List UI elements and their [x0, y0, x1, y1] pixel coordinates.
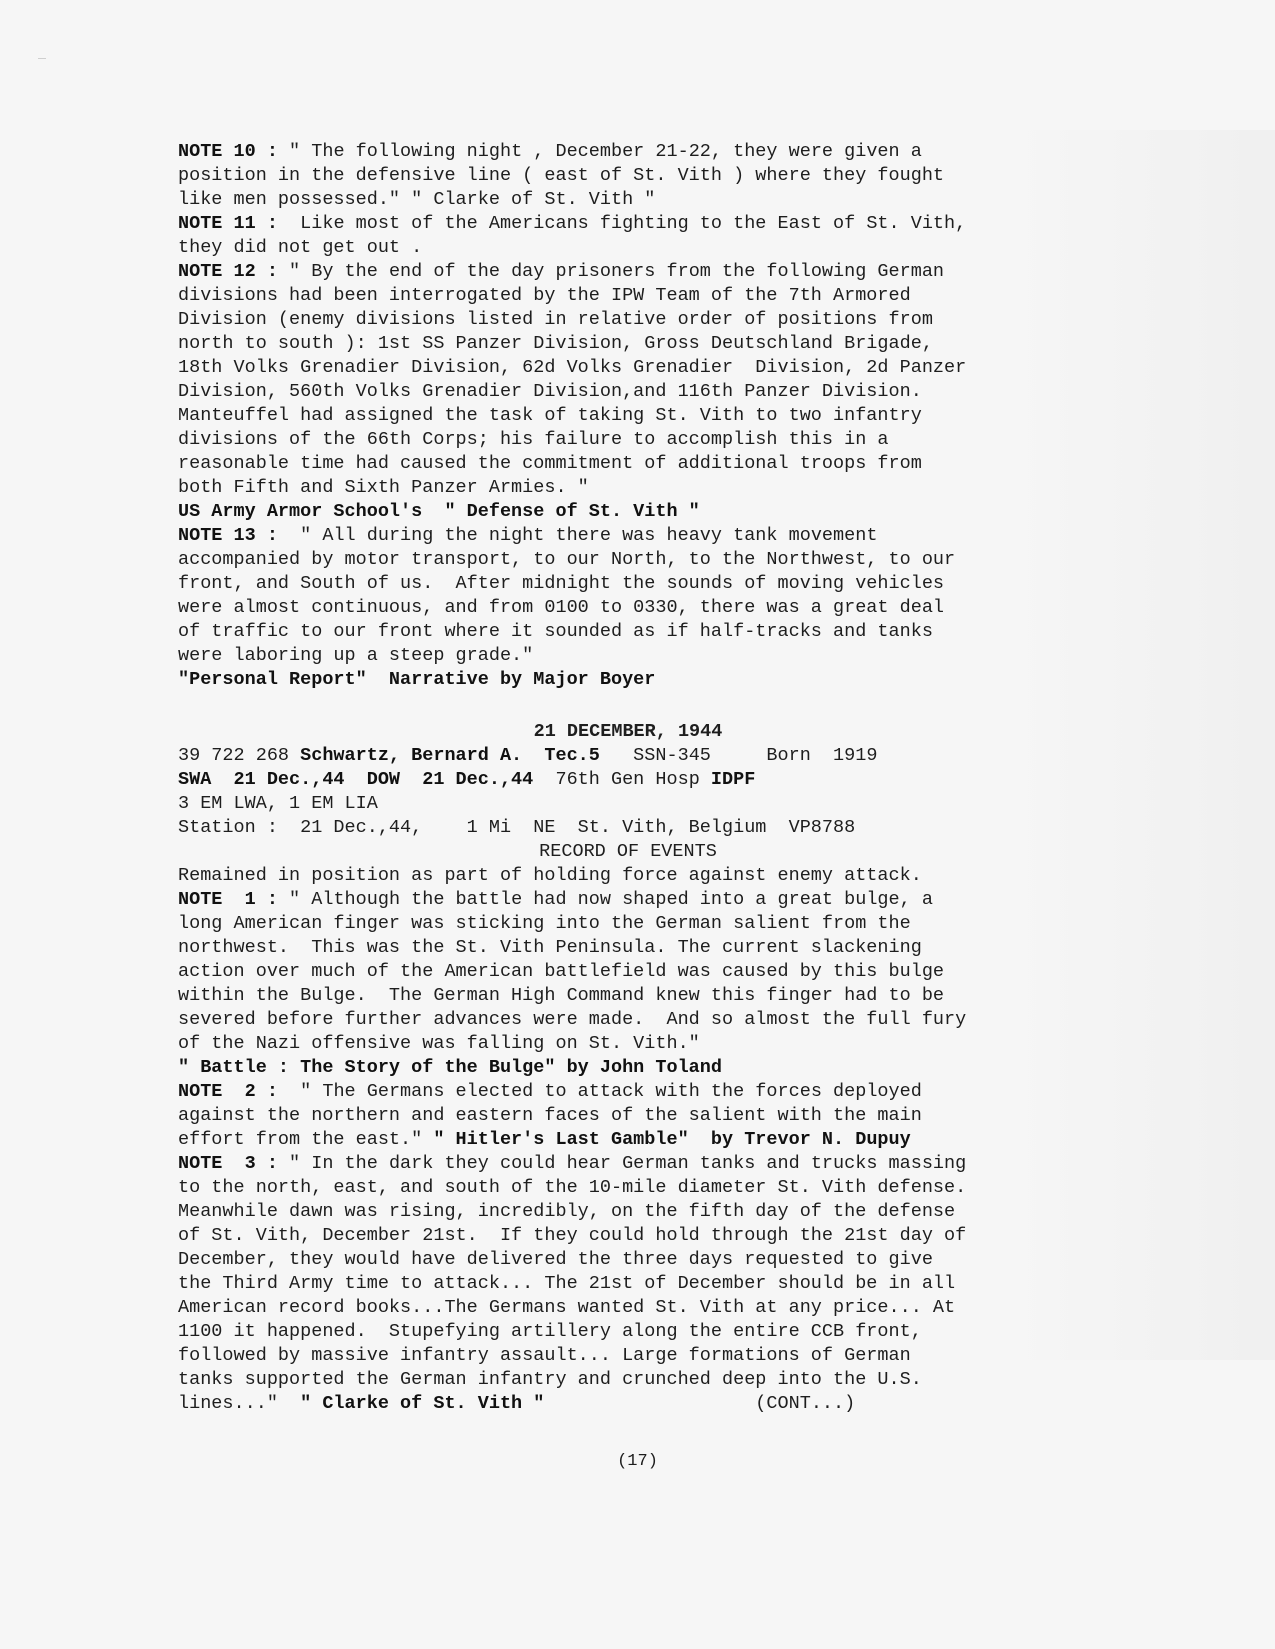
- page-number: (17): [617, 1452, 658, 1471]
- event-note-3-line-10: tanks supported the German infantry and crunched deep into the U.S.: [178, 1369, 922, 1390]
- event-note-3-line-2: to the north, east, and south of the 10-mile diameter St. Vith defense.: [178, 1177, 967, 1198]
- casualty-record-line-2: SWA 21 Dec.,44 DOW 21 Dec.,44 76th Gen Hosp IDPF: [178, 769, 756, 790]
- note-11-line-2: they did not get out .: [178, 237, 423, 258]
- note-13-line-1: NOTE 13 : " All during the night there was heavy tank movement: [178, 525, 878, 546]
- note-12-line-4: north to south ): 1st SS Panzer Division, Gross Deutschland Brigade,: [178, 333, 933, 354]
- event-note-2-line-1: NOTE 2 : " The Germans elected to attack with the forces deployed: [178, 1081, 922, 1102]
- note-11-line-1: NOTE 11 : Like most of the Americans fighting to the East of St. Vith,: [178, 213, 967, 234]
- event-note-3-line-7: American record books...The Germans wanted St. Vith at any price... At: [178, 1297, 956, 1318]
- event-note-1-line-2: long American finger was sticking into the German salient from the: [178, 913, 911, 934]
- event-note-3-line-4: of St. Vith, December 21st. If they could hold through the 21st day of: [178, 1225, 967, 1246]
- event-note-1-line-1: NOTE 1 : " Although the battle had now shaped into a great bulge, a: [178, 889, 933, 910]
- continued-marker: (CONT...): [544, 1393, 856, 1414]
- event-note-3-line-9: followed by massive infantry assault... Large formations of German: [178, 1345, 911, 1366]
- event-note-2-line-2: against the northern and eastern faces of the salient with the main: [178, 1105, 922, 1126]
- note-10-line-2: position in the defensive line ( east of St. Vith ) where they fought: [178, 165, 945, 186]
- event-note-1-line-3: northwest. This was the St. Vith Peninsula. The current slackening: [178, 937, 922, 958]
- note-12-line-1: NOTE 12 : " By the end of the day prisoners from the following German: [178, 261, 945, 282]
- casualty-record-line-3: 3 EM LWA, 1 EM LIA: [178, 793, 378, 814]
- note-10-line-1: NOTE 10 : " The following night , December 21-22, they were given a: [178, 141, 922, 162]
- note-13-source: "Personal Report" Narrative by Major Boyer: [178, 669, 656, 690]
- note-12-line-2: divisions had been interrogated by the IPW Team of the 7th Armored: [178, 285, 911, 306]
- note-10-line-3: like men possessed." " Clarke of St. Vith ": [178, 189, 656, 210]
- note-12-line-7: Manteuffel had assigned the task of taking St. Vith to two infantry: [178, 405, 922, 426]
- event-note-2-line-3: effort from the east." " Hitler's Last Gamble" by Trevor N. Dupuy: [178, 1129, 911, 1150]
- note-13-line-4: were almost continuous, and from 0100 to 0330, there was a great deal: [178, 597, 945, 618]
- event-note-1-source: " Battle : The Story of the Bulge" by John Toland: [178, 1057, 722, 1078]
- event-note-3-line-6: the Third Army time to attack... The 21st of December should be in all: [178, 1273, 956, 1294]
- event-note-3-line-3: Meanwhile dawn was rising, incredibly, on the fifth day of the defense: [178, 1201, 956, 1222]
- note-12-source: US Army Armor School's " Defense of St. Vith ": [178, 501, 700, 522]
- event-note-1-line-6: severed before further advances were made. And so almost the full fury: [178, 1009, 967, 1030]
- scan-speck: [38, 58, 46, 59]
- record-of-events-heading: RECORD OF EVENTS: [539, 841, 717, 862]
- note-12-line-10: both Fifth and Sixth Panzer Armies. ": [178, 477, 589, 498]
- text-column: [178, 140, 1078, 1416]
- note-12-line-6: Division, 560th Volks Grenadier Division,and 116th Panzer Division.: [178, 381, 922, 402]
- note-12-line-9: reasonable time had caused the commitment of additional troops from: [178, 453, 922, 474]
- event-note-3-line-11: lines..." " Clarke of St. Vith " (CONT...): [178, 1393, 856, 1414]
- note-12-line-8: divisions of the 66th Corps; his failure to accomplish this in a: [178, 429, 889, 450]
- date-heading: 21 DECEMBER, 1944: [533, 721, 723, 742]
- note-13-line-3: front, and South of us. After midnight the sounds of moving vehicles: [178, 573, 945, 594]
- event-note-3-line-5: December, they would have delivered the three days requested to give: [178, 1249, 933, 1270]
- note-12-line-5: 18th Volks Grenadier Division, 62d Volks Grenadier Division, 2d Panzer: [178, 357, 967, 378]
- event-note-1-line-4: action over much of the American battlefield was caused by this bulge: [178, 961, 945, 982]
- casualty-record-line-1: 39 722 268 Schwartz, Bernard A. Tec.5 SSN-345 Born 1919: [178, 745, 878, 766]
- station-line: Station : 21 Dec.,44, 1 Mi NE St. Vith, Belgium VP8788: [178, 817, 856, 838]
- event-note-3-line-1: NOTE 3 : " In the dark they could hear German tanks and trucks massing: [178, 1153, 967, 1174]
- event-note-1-line-7: of the Nazi offensive was falling on St. Vith.": [178, 1033, 700, 1054]
- note-12-line-3: Division (enemy divisions listed in relative order of positions from: [178, 309, 933, 330]
- event-note-3-line-8: 1100 it happened. Stupefying artillery along the entire CCB front,: [178, 1321, 922, 1342]
- note-13-line-2: accompanied by motor transport, to our North, to the Northwest, to our: [178, 549, 956, 570]
- record-of-events-text: Remained in position as part of holding force against enemy attack.: [178, 865, 922, 886]
- note-13-line-6: were laboring up a steep grade.": [178, 645, 534, 666]
- note-13-line-5: of traffic to our front where it sounded as if half-tracks and tanks: [178, 621, 933, 642]
- event-note-1-line-5: within the Bulge. The German High Command knew this finger had to be: [178, 985, 945, 1006]
